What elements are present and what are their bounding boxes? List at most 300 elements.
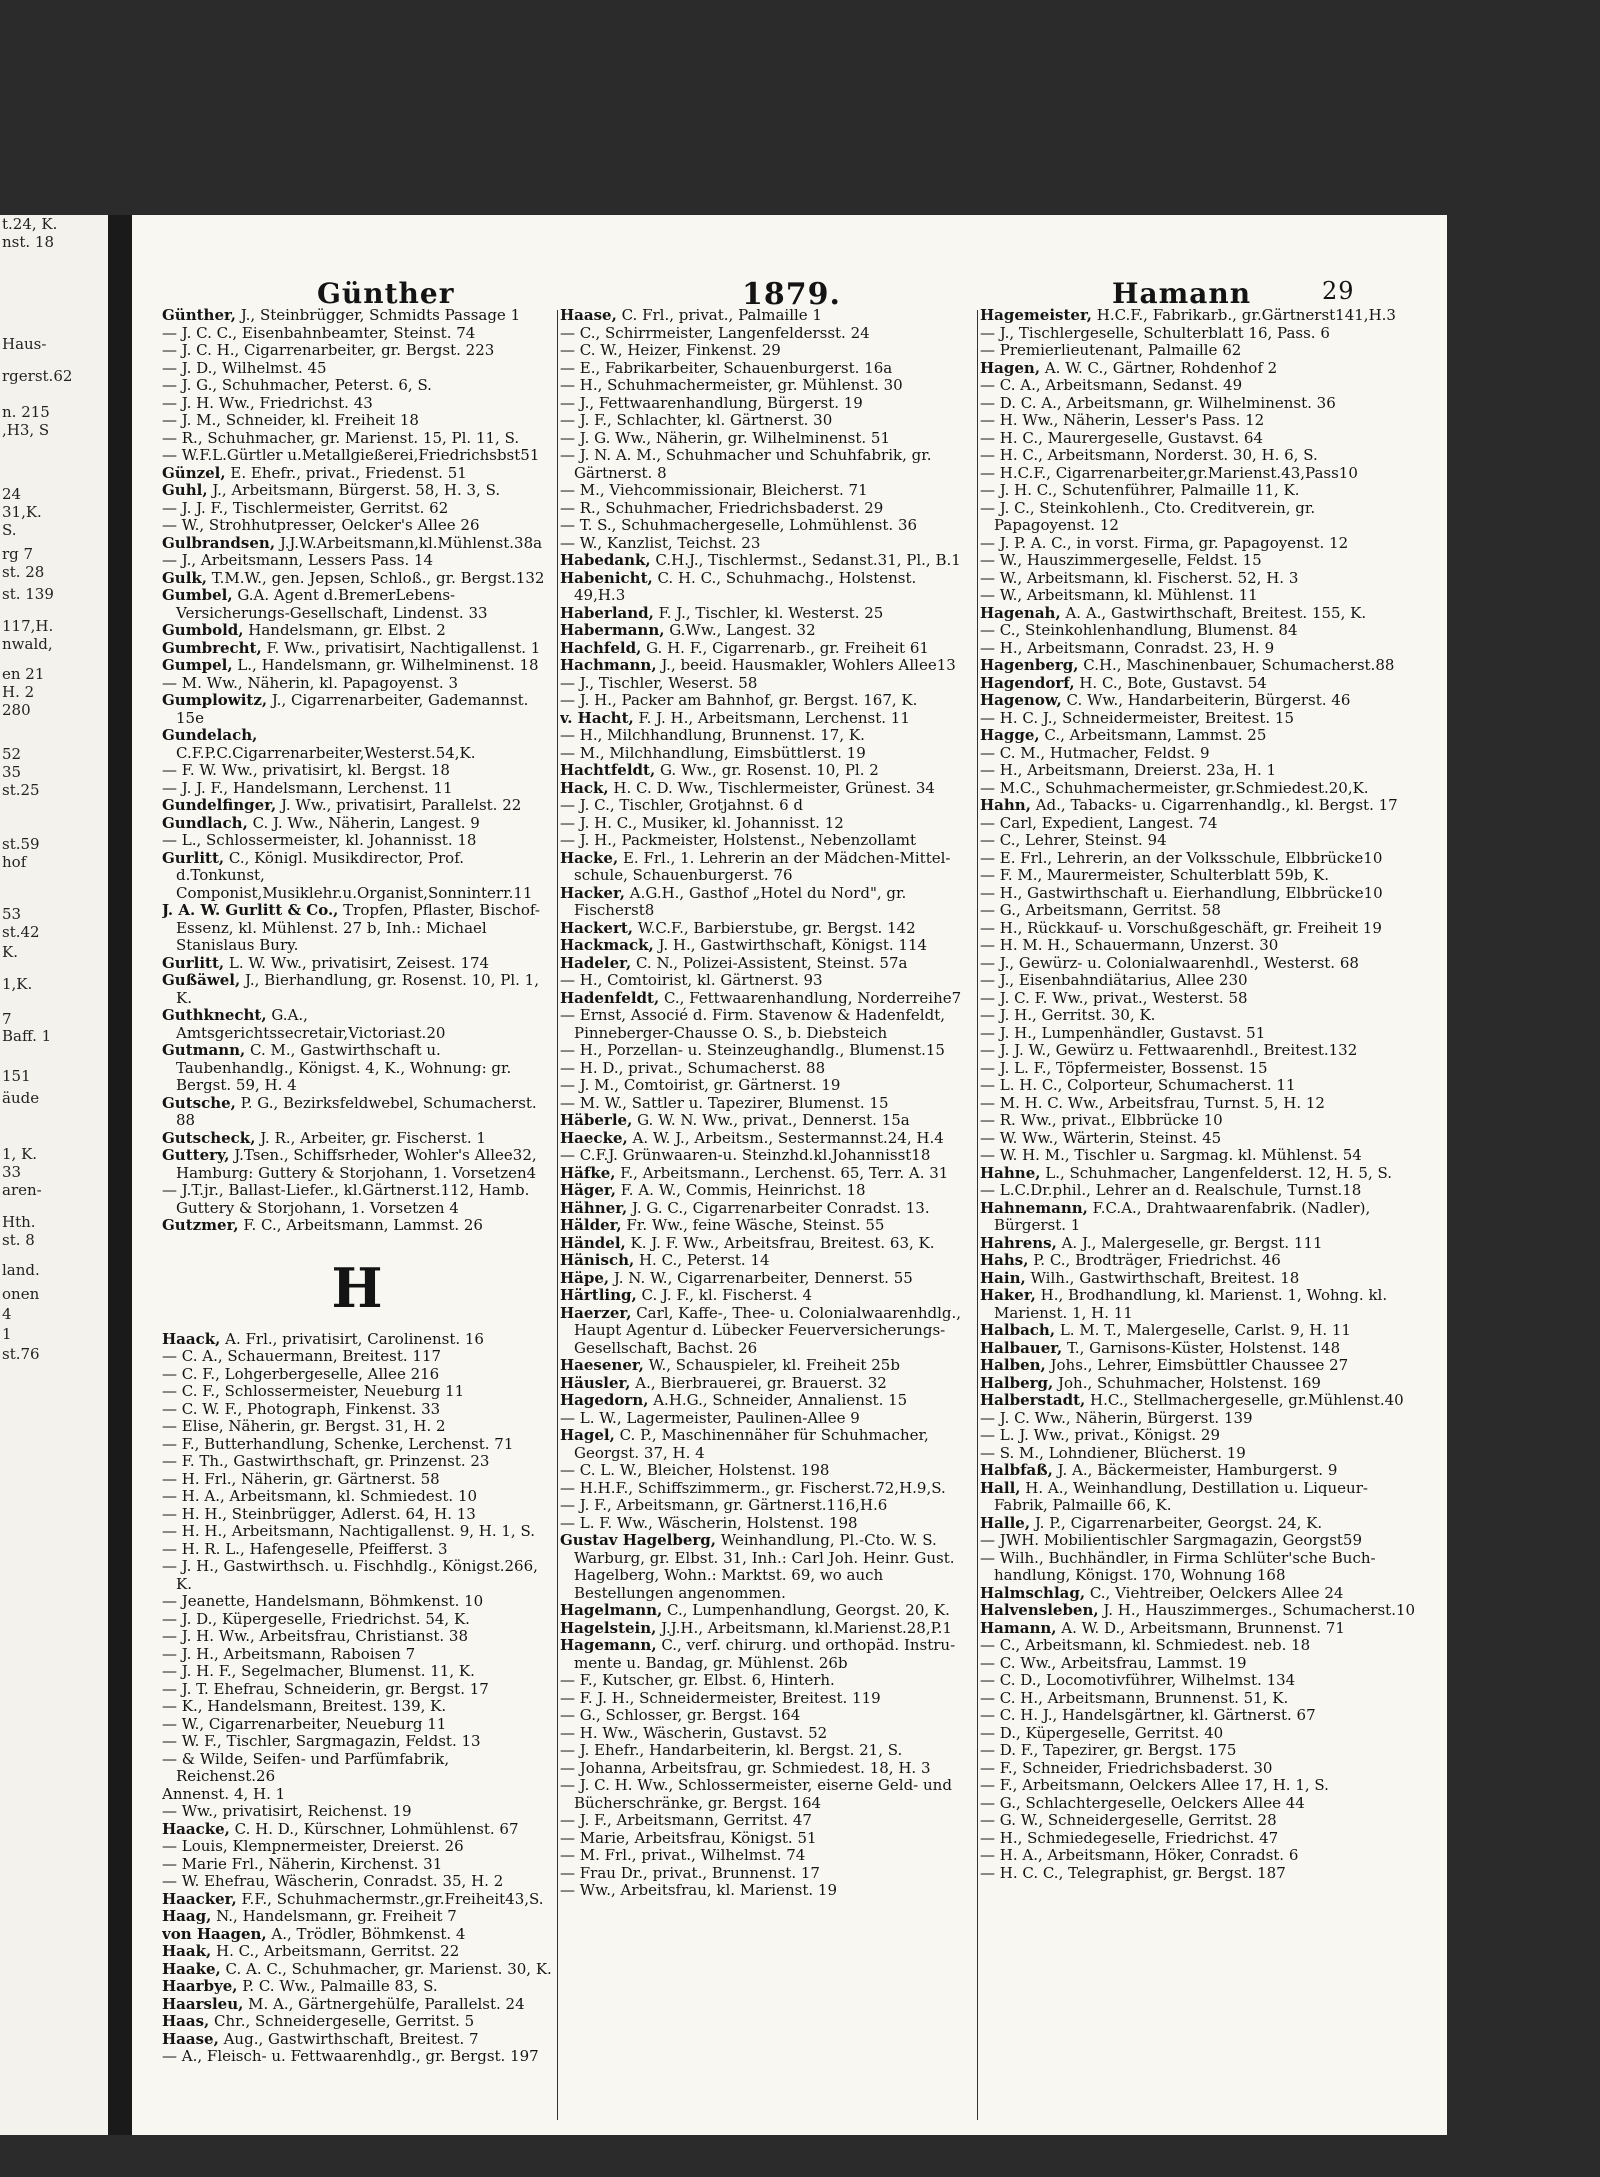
entry-details: — H. M. H., Schauermann, Unzerst. 30 [980,937,1279,954]
previous-page-fragment: ,H3, S [2,421,50,439]
directory-entry [980,1620,1420,1638]
entry-surname: Halberstadt, [980,1392,1086,1409]
entry-details: — H., Arbeitsmann, Conradst. 23, H. 9 [980,639,1275,657]
entry-details: C. H. C., Schuhmachg., Holstenst. 49,H.3 [574,569,917,604]
entry-details: H. C., Arbeitsmann, Gerritst. 22 [211,1943,460,1960]
directory-entry [560,657,972,675]
entry-details: — J. G. Ww., Näherin, gr. Wilhelminenst. 51 [560,429,890,447]
header-year: 1879. [742,277,841,312]
entry-surname: Hackmack, [560,937,654,954]
entry-surname: Haas, [162,2013,210,2030]
entry-details: J. H., Gastwirthschaft, Königst. 114 [653,937,928,954]
entry-details: — J. J. W., Gewürz u. Fettwaarenhdl., Breitest.132 [980,1042,1358,1059]
entry-surname: Hall, [980,1479,1021,1497]
entry-details: — S. M., Lohndiener, Blücherst. 19 [980,1444,1246,1462]
entry-details: — G., Schlosser, gr. Bergst. 164 [560,1707,801,1724]
directory-entry [980,465,1420,483]
entry-details: A. J., Malergeselle, gr. Bergst. 111 [1056,1234,1323,1252]
directory-entry [162,1821,552,1839]
directory-entry [560,500,972,518]
directory-entry [560,762,972,780]
column-divider [557,310,558,2120]
entry-details: T., Garnisons-Küster, Holstenst. 148 [1062,1339,1341,1357]
entry-details: — H., Comtoirist, kl. Gärtnerst. 93 [560,972,823,989]
entry-surname: Hälder, [560,1217,622,1234]
entry-details: — C., Schirrmeister, Langenfeldersst. 24 [560,324,870,342]
entry-details: — C. H., Arbeitsmann, Brunnenst. 51, K. [980,1689,1289,1707]
entry-details: — C. L. W., Bleicher, Holstenst. 198 [560,1462,830,1479]
entry-surname: Hahne, [980,1164,1041,1182]
directory-entry [980,1865,1420,1883]
previous-page-fragment: 280 [2,701,31,719]
entry-details: — J. C., Tischler, Grotjahnst. 6 d [560,797,803,814]
directory-entry [980,377,1420,395]
entry-details: — C. D., Locomotivführer, Wilhelmst. 134 [980,1672,1296,1689]
entry-details: C. H. D., Kürschner, Lohmühlenst. 67 [229,1820,519,1838]
directory-entry [560,780,972,798]
entry-details: — C., Steinkohlenhandlung, Blumenst. 84 [980,622,1298,639]
directory-entry [560,1112,972,1130]
entry-surname: Hagge, [980,727,1040,744]
directory-entry [560,850,972,885]
entry-details: — J. H. F., Segelmacher, Blumenst. 11, K. [162,1663,475,1680]
entry-details: J.J.W.Arbeitsmann,kl.Mühlenst.38a [275,534,543,552]
entry-details: — J. C. F. Ww., privat., Westerst. 58 [980,989,1248,1007]
entry-details: — J. H., Lumpenhändler, Gustavst. 51 [980,1024,1266,1042]
directory-entry [560,570,972,605]
previous-page-fragment: 1, K. [2,1145,38,1163]
directory-entry [560,1760,972,1778]
entry-details: — W., Hauszimmergeselle, Feldst. 15 [980,552,1262,569]
entry-details: P. C., Brodträger, Friedrichst. 46 [1028,1252,1281,1269]
entry-details: Ad., Tabacks- u. Cigarrenhandlg., kl. Bergst. 17 [1030,797,1398,814]
entry-surname: Haarsleu, [162,1995,244,2013]
entry-details: — C. M., Hutmacher, Feldst. 9 [980,744,1210,762]
directory-entry [560,1742,972,1760]
directory-entry [980,745,1420,763]
entry-details: J., Arbeitsmann, Bürgerst. 58, H. 3, S. [207,482,501,499]
entry-surname: Habenicht, [560,569,653,587]
directory-entry [980,1200,1420,1235]
entry-surname: J. A. W. Gurlitt & Co., [162,902,339,919]
directory-entry [162,1147,552,1182]
previous-page-fragment: H. 2 [2,683,35,701]
entry-details: — C., Arbeitsmann, kl. Schmiedest. neb. 18 [980,1637,1311,1654]
directory-entry [980,1392,1420,1410]
entry-details: — J. D., Küpergeselle, Friedrichst. 54, K. [162,1610,470,1628]
directory-entry [980,1322,1420,1340]
entry-details: H. C. D. Ww., Tischlermeister, Grünest. 34 [608,779,935,797]
entry-details: — J., Arbeitsmann, Lessers Pass. 14 [162,552,434,569]
entry-surname: Hänisch, [560,1252,635,1269]
entry-surname: Hahnemann, [980,1199,1088,1217]
directory-entry [980,1672,1420,1690]
previous-page-fragment: 24 [2,485,22,503]
entry-surname: Häfke, [560,1164,616,1182]
previous-page-fragment: 7 [2,1010,12,1028]
entry-surname: Hamann, [980,1619,1057,1637]
directory-entry [980,1357,1420,1375]
entry-details: — Ernst, Associé d. Firm. Stavenow & Hadenfeldt, Pinneberger-Chausse O. S., b. Diebsteich [560,1007,945,1042]
entry-surname: Haase, [560,307,617,324]
entry-details: — J., Gewürz- u. Colonialwaarenhdl., Westerst. 68 [980,954,1359,972]
directory-entry [560,1130,972,1148]
entry-details: J., Cigarrenarbeiter, Gademannst. 15e [176,692,529,727]
entry-surname: Gundelach, [162,727,258,744]
entry-details: — J. C. H., Cigarrenarbeiter, gr. Bergst. 223 [162,342,495,359]
entry-surname: Halbach, [980,1322,1056,1339]
directory-entry [560,1725,972,1743]
directory-entry [560,1007,972,1042]
directory-entry [162,1541,552,1559]
entry-surname: Guthknecht, [162,1007,267,1024]
entry-surname: Haake, [162,1960,221,1978]
entry-details: — W.F.L.Gürtler u.Metallgießerei,Friedrichsbst51 [162,447,540,464]
directory-entry [162,675,552,693]
directory-entry [162,832,552,850]
entry-details: — J. C. H. Ww., Schlossermeister, eiserne Geld- und Bücherschränke, gr. Bergst. 164 [560,1777,952,1812]
entry-details: F. Ww., privatisirt, Nachtigallenst. 1 [261,639,541,657]
entry-details: — J., Fettwaarenhandlung, Bürgerst. 19 [560,394,863,412]
entry-surname: Gulbrandsen, [162,534,276,552]
entry-details: — C. A., Arbeitsmann, Sedanst. 49 [980,377,1243,394]
directory-entry [980,1252,1420,1270]
entry-details: C.H., Maschinenbauer, Schumacherst.88 [1078,657,1395,674]
directory-entry [162,1418,552,1436]
entry-surname: Hadeler, [560,954,632,972]
directory-entry [162,325,552,343]
directory-entry [162,1856,552,1874]
previous-page-edge [0,215,108,2135]
entry-surname: Halmschlag, [980,1584,1086,1602]
entry-details: — M.C., Schuhmachermeister, gr.Schmiedest.20,K. [980,779,1369,797]
entry-details: — H. R. L., Hafengeselle, Pfeifferst. 3 [162,1540,448,1558]
entry-surname: Haack, [162,1330,221,1348]
entry-surname: Gumpel, [162,657,233,674]
entry-details: Carl, Kaffe-, Thee- u. Colonialwaarenhdlg., Haupt Agentur d. Lübecker Feuerversicherungs- Gesellschaft, Bachst. 26 [574,1304,962,1357]
directory-entry [560,1480,972,1498]
entry-details: C. J. Ww., Näherin, Langest. 9 [247,814,480,832]
directory-entry [162,447,552,465]
directory-entry [980,622,1420,640]
directory-entry [162,500,552,518]
entry-surname: Händel, [560,1234,626,1252]
entry-details: — J. F., Arbeitsmann, Gerritst. 47 [560,1812,812,1829]
entry-surname: Gumplowitz, [162,692,268,709]
previous-page-fragment: 1 [2,1325,12,1343]
entry-details: A. W. D., Arbeitsmann, Brunnenst. 71 [1056,1619,1345,1637]
entry-details: — C. H. J., Handelsgärtner, kl. Gärtnerst. 67 [980,1707,1316,1724]
previous-page-fragment: 52 [2,745,22,763]
directory-entry [560,447,972,482]
directory-entry [560,1882,972,1900]
directory-entry [980,972,1420,990]
previous-page-fragment: Hth. [2,1213,36,1231]
entry-surname: Hagenberg, [980,657,1079,674]
previous-page-fragment: st. 28 [2,563,45,581]
entry-details: — C. Ww., Arbeitsfrau, Lammst. 19 [980,1654,1247,1672]
entry-details: G. Ww., gr. Rosenst. 10, Pl. 2 [655,762,879,779]
directory-entry [980,307,1420,325]
entry-details: — J. F., Schlachter, kl. Gärtnerst. 30 [560,412,833,429]
directory-entry [980,832,1420,850]
entry-details: P. G., Bezirksfeldwebel, Schumacherst. 88 [176,1094,537,1129]
entry-surname: Hacker, [560,884,625,902]
entry-details: J. Ww., privatisirt, Parallelst. 22 [276,797,522,814]
entry-details: — J. D., Wilhelmst. 45 [162,359,327,377]
entry-surname: Haag, [162,1908,212,1925]
entry-details: — W. H. M., Tischler u. Sargmag. kl. Mühlenst. 54 [980,1147,1362,1164]
entry-surname: Gußäwel, [162,972,241,989]
entry-details: H. A., Weinhandlung, Destillation u. Liqueur- Fabrik, Palmaille 66, K. [994,1479,1368,1514]
directory-entry [980,1445,1420,1463]
entry-surname: Hagedorn, [560,1392,649,1409]
directory-column-3 [980,307,1420,2127]
entry-surname: Hagendorf, [980,674,1075,692]
directory-entry [980,1182,1420,1200]
entry-details: Chr., Schneidergeselle, Gerritst. 5 [209,2013,475,2030]
directory-entry [162,1961,552,1979]
directory-entry [560,1847,972,1865]
directory-entry [560,1777,972,1812]
directory-entry [560,377,972,395]
entry-details: — H. C. J., Schneidermeister, Breitest. 15 [980,709,1295,727]
entry-details: P. C. Ww., Palmaille 83, S. [237,1978,438,1995]
entry-details: J. P., Cigarrenarbeiter, Georgst. 24, K. [1030,1514,1323,1532]
entry-details: — M. Frl., privat., Wilhelmst. 74 [560,1847,806,1864]
directory-entry [980,342,1420,360]
entry-details: — H., Milchhandlung, Brunnenst. 17, K. [560,727,865,744]
entry-surname: Gutsche, [162,1094,236,1112]
directory-entry [560,412,972,430]
directory-entry [560,307,972,325]
entry-details: A., Bierbrauerei, gr. Brauerst. 32 [630,1374,887,1392]
entry-surname: Härtling, [560,1287,637,1304]
directory-entry [162,1663,552,1681]
entry-details: — W., Strohhutpresser, Oelcker's Allee 26 [162,517,480,534]
directory-entry [980,850,1420,868]
entry-details: — J. P. A. C., in vorst. Firma, gr. Papagoyenst. 12 [980,534,1349,552]
directory-entry [560,797,972,815]
entry-details: — Wilh., Buchhändler, in Firma Schlüter'sche Buch- handlung, Königst. 170, Wohnung 168 [980,1549,1376,1584]
directory-entry [980,937,1420,955]
directory-entry [980,395,1420,413]
directory-entry [162,342,552,360]
entry-details: — L. J. Ww., privat., Königst. 29 [980,1427,1220,1444]
directory-entry [980,1375,1420,1393]
entry-details: — H., Gastwirthschaft u. Eierhandlung, Elbbrücke10 [980,884,1383,902]
directory-entry [560,1217,972,1235]
previous-page-fragment: aren- [2,1181,42,1199]
entry-surname: Häberle, [560,1112,633,1129]
directory-entry [560,1200,972,1218]
entry-details: — J. Ehefr., Handarbeiterin, kl. Bergst. 21, S. [560,1742,903,1759]
directory-entry [980,325,1420,343]
directory-entry [560,1812,972,1830]
directory-entry [162,2013,552,2031]
previous-page-fragment: 53 [2,905,22,923]
directory-entry [980,710,1420,728]
directory-entry [162,640,552,658]
directory-entry [980,570,1420,588]
entry-surname: Hagelstein, [560,1619,657,1637]
directory-entry [162,972,552,1007]
entry-details: — Ww., Arbeitsfrau, kl. Marienst. 19 [560,1882,837,1899]
entry-details: Handelsmann, gr. Elbst. 2 [243,622,446,639]
entry-details: — E. Frl., Lehrerin, an der Volksschule, Elbbrücke10 [980,849,1383,867]
entry-details: — C. W. F., Photograph, Finkenst. 33 [162,1400,441,1418]
entry-details: — J. F., Arbeitsmann, gr. Gärtnerst.116,H.6 [560,1497,888,1514]
entry-details: — H., Schmiedegeselle, Friedrichst. 47 [980,1829,1279,1847]
book-gutter [108,215,132,2135]
entry-details: — H.H.F., Schiffszimmerm., gr. Fischerst.72,H.9,S. [560,1479,946,1497]
directory-entry [560,832,972,850]
entry-details: — J.T.jr., Ballast-Liefer., kl.Gärtnerst.112, Hamb. Guttery & Storjohann, 1. Vorsetzen 4 [162,1182,530,1217]
directory-entry [560,1235,972,1253]
previous-page-fragment: rgerst.62 [2,367,73,385]
entry-details: — J. C. C., Eisenbahnbeamter, Steinst. 74 [162,324,476,342]
previous-page-fragment: onen [2,1285,40,1303]
entry-details: — D. C. A., Arbeitsmann, gr. Wilhelminenst. 36 [980,394,1336,412]
entry-details: — F., Butterhandlung, Schenke, Lerchenst. 71 [162,1435,514,1453]
directory-entry [162,1453,552,1471]
directory-entry [560,1392,972,1410]
directory-entry [560,710,972,728]
directory-entry [162,1506,552,1524]
entry-details: H., Brodhandlung, kl. Marienst. 1, Wohng. kl. Marienst. 1, H. 11 [994,1287,1388,1322]
entry-details: — M. H. C. Ww., Arbeitsfrau, Turnst. 5, H. 12 [980,1094,1325,1112]
directory-entry [980,1235,1420,1253]
entry-details: — J. M., Comtoirist, gr. Gärtnerst. 19 [560,1077,841,1094]
entry-details: J.Tsen., Schiffsrheder, Wohler's Allee32, Hamburg: Guttery & Storjohann, 1. Vorsetzen4 [176,1147,537,1182]
entry-details: — C. F., Schlossermeister, Neueburg 11 [162,1383,465,1400]
previous-page-fragment: st. 8 [2,1231,35,1249]
directory-entry [980,1462,1420,1480]
directory-entry [980,1847,1420,1865]
entry-details: C., Viehtreiber, Oelckers Allee 24 [1085,1584,1344,1602]
directory-entry [560,395,972,413]
previous-page-fragment: Haus- [2,335,47,353]
directory-entry [162,587,552,622]
directory-entry [980,360,1420,378]
entry-details: — Ww., privatisirt, Reichenst. 19 [162,1803,412,1820]
entry-details: M. A., Gärtnergehülfe, Parallelst. 24 [243,1995,525,2013]
directory-entry [980,797,1420,815]
entry-details: — & Wilde, Seifen- und Parfümfabrik, Reichenst.26 [162,1750,450,1785]
entry-surname: Halberg, [980,1374,1054,1392]
previous-page-fragment: st.76 [2,1345,40,1363]
entry-surname: Halle, [980,1514,1031,1532]
directory-entry [162,1908,552,1926]
directory-entry [980,640,1420,658]
directory-entry [560,1305,972,1358]
entry-details: Annenst. 4, H. 1 [162,1785,286,1803]
directory-entry [162,797,552,815]
directory-entry [560,430,972,448]
entry-details: J. A., Bäckermeister, Hamburgerst. 9 [1052,1462,1338,1479]
entry-details: H. C., Peterst. 14 [634,1252,770,1269]
entry-surname: Häusler, [560,1374,631,1392]
directory-entry [560,920,972,938]
entry-details: — H., Rückkauf- u. Vorschußgeschäft, gr. Freiheit 19 [980,919,1382,937]
entry-surname: Hahn, [980,797,1031,814]
previous-page-fragment: st.42 [2,923,40,941]
previous-page-fragment: st.25 [2,781,40,799]
entry-details: — G., Schlachtergeselle, Oelckers Allee 44 [980,1794,1305,1812]
column-divider [977,310,978,2120]
directory-entry [560,1042,972,1060]
entry-surname: Hachmann, [560,657,657,674]
entry-surname: Haerzer, [560,1304,632,1322]
directory-entry [162,1007,552,1042]
entry-details: L., Handelsmann, gr. Wilhelminenst. 18 [232,657,539,674]
directory-entry [560,745,972,763]
directory-entry [980,727,1420,745]
entry-details: A. A., Gastwirthschaft, Breitest. 155, K. [1060,604,1367,622]
entry-surname: Häger, [560,1182,616,1199]
directory-entry [980,1742,1420,1760]
entry-details: — J. C., Steinkohlenh., Cto. Creditverein, gr. Papagoyenst. 12 [980,499,1316,534]
directory-entry [980,1112,1420,1130]
entry-details: — Louis, Klempnermeister, Dreierst. 26 [162,1838,464,1855]
previous-page-fragment: Baff. 1 [2,1027,52,1045]
entry-details: — J. H. C., Musiker, kl. Johannisst. 12 [560,814,844,832]
entry-surname: Günther, [162,307,237,324]
entry-details: T.M.W., gen. Jepsen, Schloß., gr. Bergst.132 [207,569,545,587]
entry-details: — H. A., Arbeitsmann, kl. Schmiedest. 10 [162,1488,478,1505]
entry-surname: Haacker, [162,1890,237,1908]
directory-entry [560,1147,972,1165]
entry-surname: Gurlitt, [162,954,225,972]
directory-page [132,215,1447,2135]
directory-entry [162,1383,552,1401]
header-left-keyword: Günther [317,277,455,310]
directory-entry [162,535,552,553]
entry-details: — Jeanette, Handelsmann, Böhmkenst. 10 [162,1593,484,1610]
entry-details: — M., Viehcommissionair, Bleicherst. 71 [560,482,868,499]
directory-entry [980,920,1420,938]
directory-entry [560,1077,972,1095]
directory-entry [980,535,1420,553]
entry-surname: Hacke, [560,849,619,867]
entry-details: — T. S., Schuhmachergeselle, Lohmühlenst. 36 [560,517,918,534]
entry-details: — W. F., Tischler, Sargmagazin, Feldst. 13 [162,1733,481,1750]
entry-details: J. R., Arbeiter, gr. Fischerst. 1 [255,1129,486,1147]
entry-details: — J. H., Packer am Bahnhof, gr. Bergst. 167, K. [560,692,918,709]
directory-entry [980,605,1420,623]
directory-entry [980,1410,1420,1428]
entry-details: — C. A., Schauermann, Breitest. 117 [162,1348,442,1365]
entry-details: — J. M., Schneider, kl. Freiheit 18 [162,412,419,429]
directory-entry [980,1042,1420,1060]
directory-entry [980,867,1420,885]
entry-details: — JWH. Mobilientischler Sargmagazin, Georgst59 [980,1532,1363,1549]
entry-surname: von Haagen, [162,1925,267,1943]
directory-entry [560,1532,972,1602]
directory-entry [560,1182,972,1200]
directory-entry [162,377,552,395]
directory-entry [980,1707,1420,1725]
directory-entry [162,1130,552,1148]
directory-entry [162,1996,552,2014]
entry-details: — H. Frl., Näherin, gr. Gärtnerst. 58 [162,1470,440,1488]
entry-details: — W., Cigarrenarbeiter, Neueburg 11 [162,1715,447,1733]
entry-details: — F. W. Ww., privatisirt, kl. Bergst. 18 [162,762,450,779]
entry-surname: Guhl, [162,482,208,499]
entry-surname: Hachfeld, [560,639,642,657]
directory-entry [560,1095,972,1113]
entry-details: — H. C., Maurergeselle, Gustavst. 64 [980,429,1264,447]
